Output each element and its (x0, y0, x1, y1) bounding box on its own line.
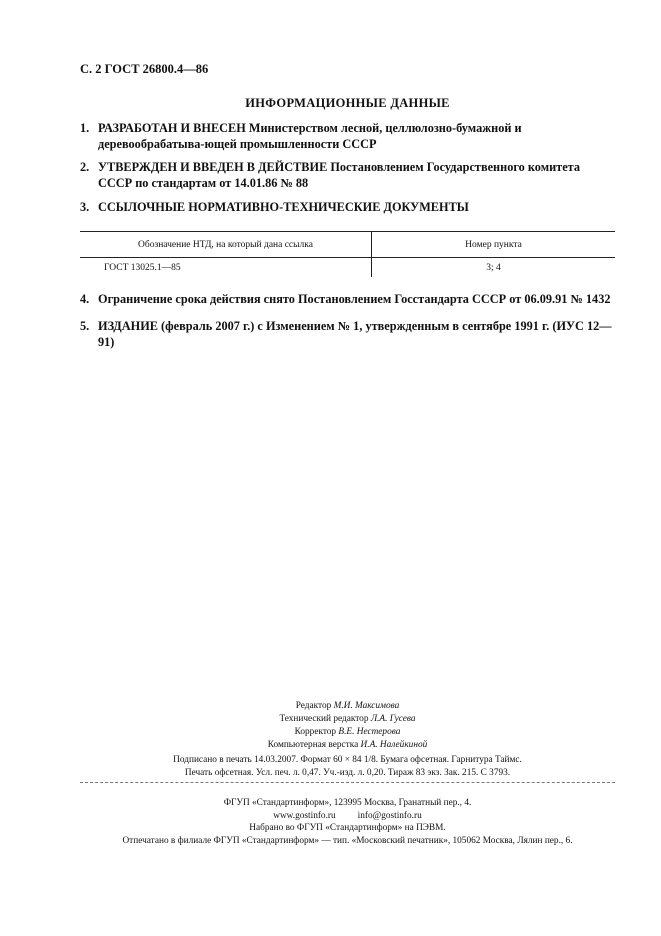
info-item-4 (80, 291, 615, 307)
info-item-2 (80, 159, 615, 191)
item-number: 1. (80, 121, 90, 135)
info-item-5 (80, 318, 615, 350)
item-text: Ограничение срока действия снято Постановлением Госстандарта СССР от 06.09.91 № 1432 (98, 292, 611, 306)
item-text: ССЫЛОЧНЫЕ НОРМАТИВНО-ТЕХНИЧЕСКИЕ ДОКУМЕНТЫ (98, 200, 469, 214)
credit-corrector: Корректор В.Е. Нестерова (294, 727, 401, 737)
table-cell-clause: 3; 4 (486, 262, 501, 273)
table-header-ntd: Обозначение НТД, на который дана ссылка (80, 232, 372, 258)
section-title: ИНФОРМАЦИОННЫЕ ДАННЫЕ (245, 96, 450, 110)
item-text: ИЗДАНИЕ (февраль 2007 г.) с Изменением № 1, утвержденным в сентябре 1991 г. (ИУС 12—91) (98, 319, 612, 349)
table-header-row (80, 232, 615, 258)
info-item-3 (80, 199, 615, 215)
print-details (80, 754, 615, 780)
print-details-line-2: Печать офсетная. Усл. печ. л. 0,47. Уч.-изд. л. 0,20. Тираж 83 экз. Зак. 215. С 3793. (184, 768, 511, 778)
publisher-footer (80, 797, 615, 847)
publisher-website: www.gostinfo.ru (273, 810, 336, 821)
info-item-1 (80, 120, 615, 152)
item-number: 5. (80, 319, 90, 333)
references-table (80, 231, 615, 277)
print-details-line-1: Подписано в печать 14.03.2007. Формат 60 × 84 1/8. Бумага офсетная. Гарнитура Таймс. (173, 755, 522, 765)
item-number: 2. (80, 160, 90, 174)
table-row (80, 258, 615, 278)
printed-note: Отпечатано в филиале ФГУП «Стандартинформ» — тип. «Московский печатник», 105062 Москва, Лялин пер., 6. (122, 835, 573, 846)
typeset-note: Набрано во ФГУП «Стандартинформ» на ПЭВМ. (249, 823, 446, 833)
item-text: УТВЕРЖДЕН И ВВЕДЕН В ДЕЙСТВИЕ Постановлением Государственного комитета СССР по стандартам от 14.01.86 № 88 (98, 160, 581, 190)
item-number: 3. (80, 200, 90, 214)
publisher-contacts (80, 810, 615, 823)
item-text: РАЗРАБОТАН И ВНЕСЕН Министерством лесной, целлюлозно-бумажной и деревообрабатыва-ющей промышленности СССР (98, 121, 522, 151)
imprint-credits (80, 700, 615, 752)
credit-editor: Редактор М.И. Максимова (295, 701, 400, 711)
item-number: 4. (80, 292, 90, 306)
publisher-address: ФГУП «Стандартинформ», 123995 Москва, Гранатный пер., 4. (223, 798, 472, 808)
footer-divider (80, 782, 615, 783)
table-header-clause: Номер пункта (372, 232, 616, 258)
credit-layout: Компьютерная верстка И.А. Налейкиной (267, 740, 428, 750)
credit-tech-editor: Технический редактор Л.А. Гусева (279, 714, 416, 724)
publisher-email: info@gostinfo.ru (357, 810, 422, 821)
page-header: С. 2 ГОСТ 26800.4—86 (80, 62, 209, 76)
table-cell-ntd: ГОСТ 13025.1—85 (80, 258, 372, 278)
